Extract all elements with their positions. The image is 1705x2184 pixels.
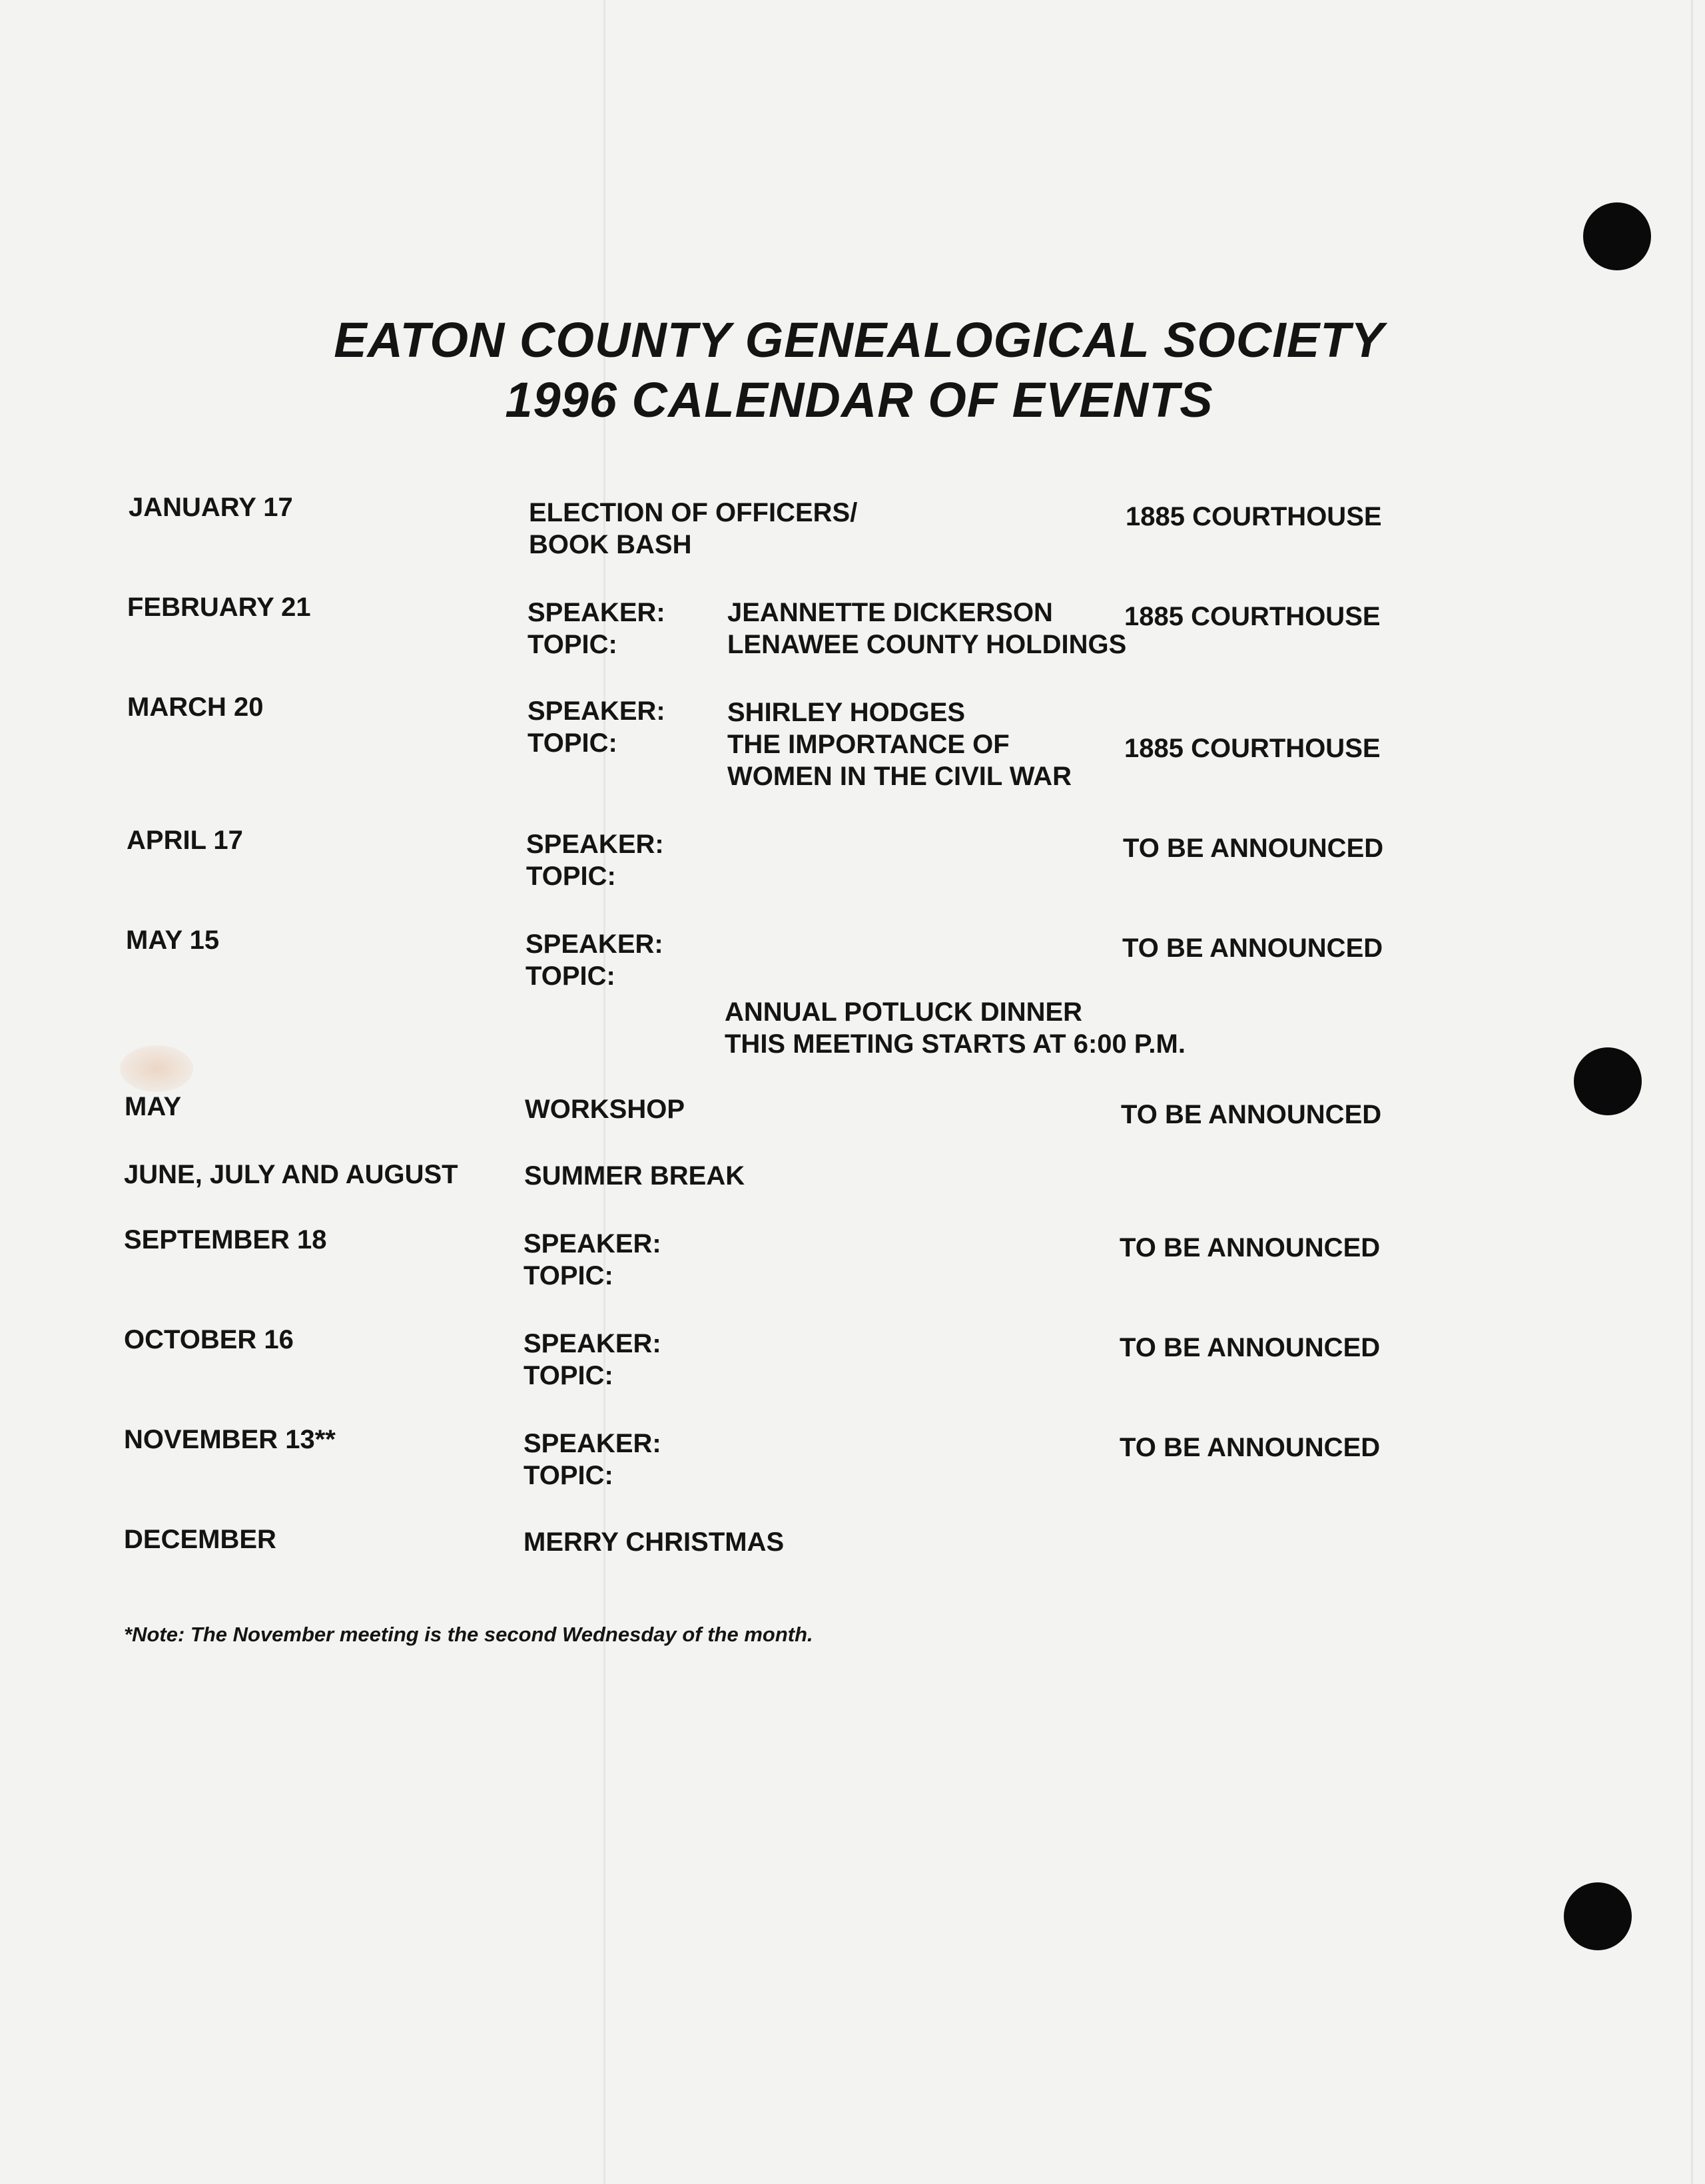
speaker-label: SPEAKER: [523,1329,661,1358]
document-title: EATON COUNTY GENEALOGICAL SOCIETY [334,312,1385,368]
topic-label: TOPIC: [523,1461,613,1490]
event-date: JUNE, JULY AND AUGUST [124,1160,458,1189]
speaker-label: SPEAKER: [523,1229,661,1258]
event-location: TO BE ANNOUNCED [1120,1233,1381,1262]
document-subtitle: 1996 CALENDAR OF EVENTS [505,372,1213,427]
event-date: MAY 15 [126,926,220,955]
topic-label: TOPIC: [527,728,617,758]
event-location: TO BE ANNOUNCED [1122,934,1383,963]
topic-label: TOPIC: [525,961,615,991]
speaker-label: SPEAKER: [526,830,664,859]
event-date: DECEMBER [124,1525,276,1554]
event-note: THIS MEETING STARTS AT 6:00 P.M. [725,1029,1186,1059]
topic-text: LENAWEE COUNTY HOLDINGS [727,630,1127,659]
event-location: TO BE ANNOUNCED [1123,834,1384,863]
event-location: 1885 COURTHOUSE [1124,734,1381,763]
event-date: SEPTEMBER 18 [124,1225,327,1254]
event-location: TO BE ANNOUNCED [1121,1100,1382,1129]
topic-label: TOPIC: [523,1361,613,1390]
event-location: 1885 COURTHOUSE [1124,602,1381,631]
footnote: *Note: The November meeting is the second Wednesday of the month. [124,1623,813,1646]
topic-label: TOPIC: [526,862,616,891]
paper-stain [120,1045,193,1092]
event-location: 1885 COURTHOUSE [1126,502,1382,531]
event-detail: SUMMER BREAK [524,1161,745,1191]
topic-label: TOPIC: [523,1261,613,1290]
event-detail: MERRY CHRISTMAS [523,1527,785,1557]
punch-hole-icon [1574,1047,1642,1115]
speaker-label: SPEAKER: [527,598,665,627]
speaker-label: SPEAKER: [527,696,665,726]
punch-hole-icon [1583,202,1651,270]
event-location: TO BE ANNOUNCED [1120,1333,1381,1362]
speaker-name: JEANNETTE DICKERSON [727,598,1053,627]
topic-text: WOMEN IN THE CIVIL WAR [727,762,1072,791]
speaker-label: SPEAKER: [523,1429,661,1458]
topic-text: THE IMPORTANCE OF [727,730,1010,759]
topic-label: TOPIC: [527,630,617,659]
event-date: JANUARY 17 [129,493,293,522]
speaker-name: SHIRLEY HODGES [727,698,966,727]
event-detail: ELECTION OF OFFICERS/ [529,498,858,527]
event-date: FEBRUARY 21 [127,593,311,622]
event-date: NOVEMBER 13** [124,1425,336,1454]
speaker-label: SPEAKER: [525,930,663,959]
event-detail: WORKSHOP [525,1095,685,1124]
event-date: APRIL 17 [127,826,243,855]
event-location: TO BE ANNOUNCED [1120,1433,1381,1462]
page-edge [1691,0,1693,2184]
punch-hole-icon [1564,1882,1632,1950]
event-date: OCTOBER 16 [124,1325,294,1354]
event-detail: BOOK BASH [529,530,692,559]
event-date: MAY [125,1092,182,1121]
event-note: ANNUAL POTLUCK DINNER [725,997,1083,1027]
event-date: MARCH 20 [127,692,264,722]
